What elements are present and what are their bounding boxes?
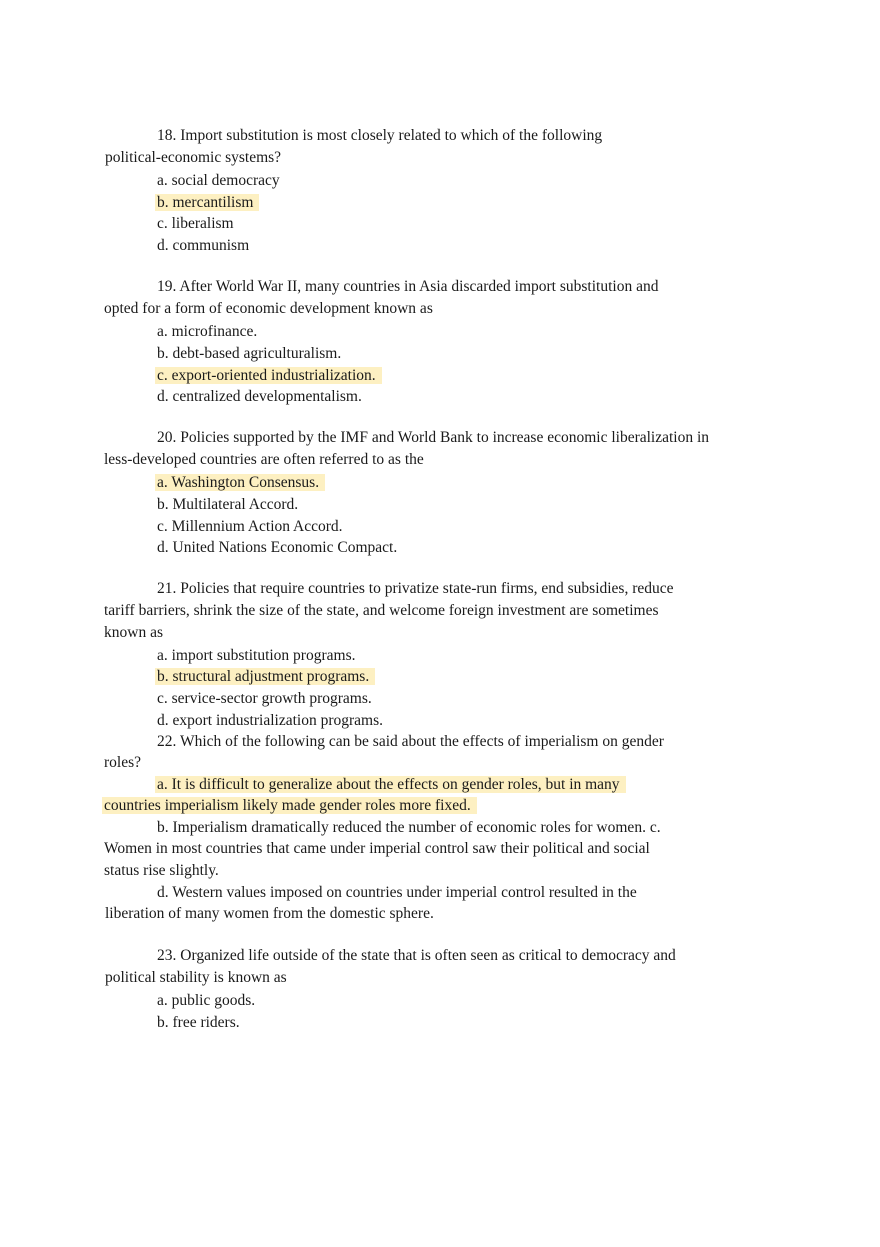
question-21-option-d: d. export industrialization programs. bbox=[157, 712, 383, 729]
question-20-option-d: d. United Nations Economic Compact. bbox=[157, 539, 398, 556]
question-19-option-d: d. centralized developmentalism. bbox=[157, 388, 362, 405]
question-21-option-b-highlighted: b. structural adjustment programs. bbox=[155, 668, 375, 685]
question-22-stem-line-1: 22. Which of the following can be said about the effects of imperialism on gender bbox=[157, 733, 664, 750]
question-22-stem-line-2: roles? bbox=[104, 754, 142, 771]
question-19-option-c-highlighted: c. export-oriented industrialization. bbox=[155, 367, 382, 384]
question-21-option-a: a. import substitution programs. bbox=[157, 647, 356, 664]
question-23-option-b: b. free riders. bbox=[157, 1014, 240, 1031]
question-19-option-b: b. debt-based agriculturalism. bbox=[157, 345, 342, 362]
question-23-option-a: a. public goods. bbox=[157, 992, 256, 1009]
question-22-option-a-line-2-highlighted: countries imperialism likely made gender roles more fixed. bbox=[102, 797, 477, 814]
question-23-stem-line-2: political stability is known as bbox=[105, 969, 287, 986]
question-20-option-b: b. Multilateral Accord. bbox=[157, 496, 299, 513]
question-21-option-c: c. service-sector growth programs. bbox=[157, 690, 372, 707]
question-19-option-a: a. microfinance. bbox=[157, 323, 258, 340]
question-20-option-c: c. Millennium Action Accord. bbox=[157, 518, 343, 535]
question-18-stem-line-1: 18. Import substitution is most closely related to which of the following bbox=[157, 127, 603, 144]
question-18-option-a: a. social democracy bbox=[157, 172, 280, 189]
question-19-stem-line-1: 19. After World War II, many countries in Asia discarded import substitution and bbox=[157, 278, 659, 295]
question-20-stem-line-2: less-developed countries are often referred to as the bbox=[104, 451, 424, 468]
question-22-option-c-line-1: Women in most countries that came under imperial control saw their political and social bbox=[104, 840, 650, 857]
question-20-stem-line-1: 20. Policies supported by the IMF and World Bank to increase economic liberalization in bbox=[157, 429, 710, 446]
question-18-option-c: c. liberalism bbox=[157, 215, 234, 232]
question-18-option-b-highlighted: b. mercantilism bbox=[155, 194, 259, 211]
question-21-stem-line-1: 21. Policies that require countries to privatize state-run firms, end subsidies, reduce bbox=[157, 580, 674, 597]
question-23-stem-line-1: 23. Organized life outside of the state that is often seen as critical to democracy and bbox=[157, 947, 676, 964]
question-21-stem-line-3: known as bbox=[104, 624, 163, 641]
question-22-option-c-line-2: status rise slightly. bbox=[104, 862, 219, 879]
question-18-option-d: d. communism bbox=[157, 237, 250, 254]
question-22-option-d-line-1: d. Western values imposed on countries under imperial control resulted in the bbox=[157, 884, 637, 901]
question-19-stem-line-2: opted for a form of economic development known as bbox=[104, 300, 433, 317]
question-22-option-b-line-1: b. Imperialism dramatically reduced the number of economic roles for women. c. bbox=[157, 819, 661, 836]
question-20-option-a-highlighted: a. Washington Consensus. bbox=[155, 474, 325, 491]
question-21-stem-line-2: tariff barriers, shrink the size of the state, and welcome foreign investment are sometimes bbox=[104, 602, 659, 619]
question-18-stem-line-2: political-economic systems? bbox=[105, 149, 282, 166]
question-22-option-d-line-2: liberation of many women from the domestic sphere. bbox=[105, 905, 434, 922]
question-22-option-a-line-1-highlighted: a. It is difficult to generalize about the effects on gender roles, but in many bbox=[155, 776, 626, 793]
